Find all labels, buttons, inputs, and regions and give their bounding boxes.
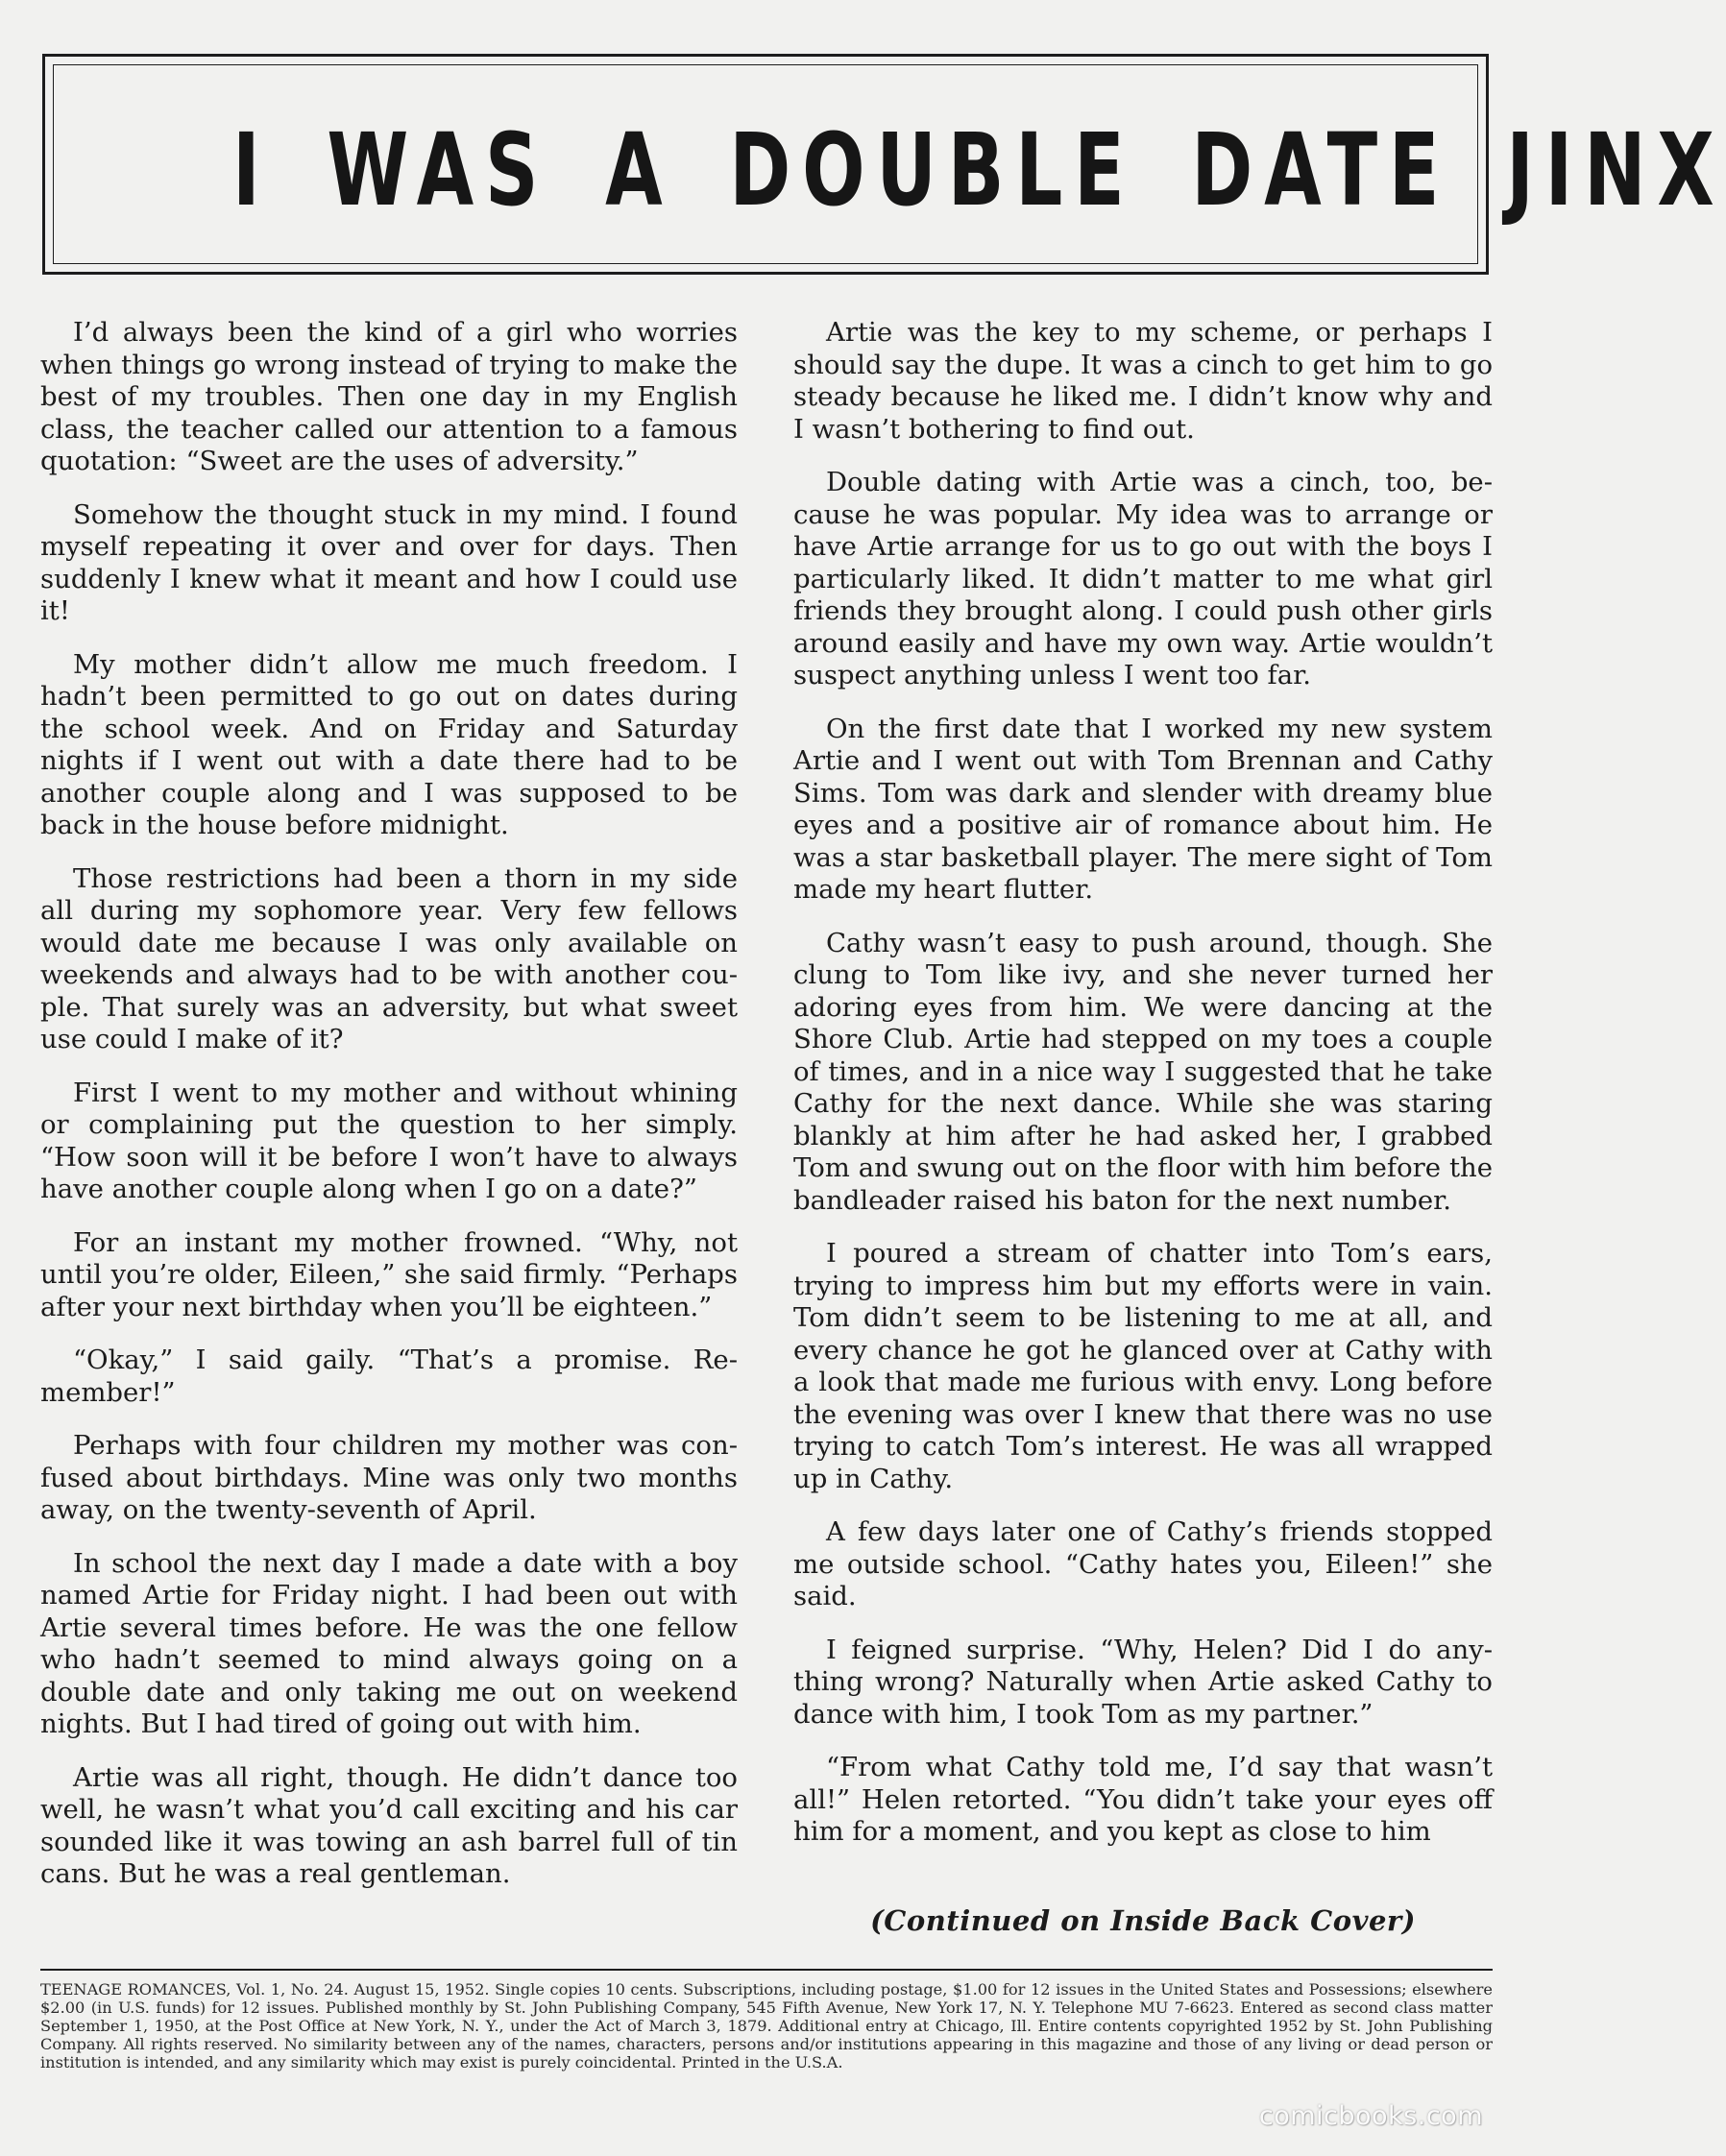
footer-divider [40, 1969, 1493, 1971]
site-watermark: comicbooks.com [1258, 2101, 1483, 2131]
title-frame [42, 54, 1726, 275]
story-title: I WAS A DOUBLE DATE JINX [232, 111, 1726, 229]
paragraph: Double dating with Artie was a cinch, too, because he was popular. My idea was to arrange or have Artie arrange for us to go out with the boys I particularly liked. It didn’t matter to me what girl friends they brought along. I could push other girls around easily and have my own way. Artie wouldn’t suspect anything unless I went too far. [793, 467, 1493, 690]
paragraph: On the first date that I worked my new system Artie and I went out with Tom Brennan and Cathy Sims. Tom was dark and slender with dreamy blue eyes and a positive air of romance about him. He was a star basketball player. The mere sight of Tom made my heart flutter. [793, 713, 1493, 905]
paragraph: Those restrictions had been a thorn in my side all during my sophomore year. Very few fellows would date me because I was only available on weekends and always had to be with another couple. That surely was an adversity, but what sweet use could I make of it? [40, 862, 738, 1054]
paragraph: A few days later one of Cathy’s friends stopped me outside school. “Cathy hates you, Eileen!” she said. [793, 1516, 1493, 1611]
continued-note: (Continued on Inside Back Cover) [870, 1904, 1416, 1937]
publication-indicia: TEENAGE ROMANCES, Vol. 1, No. 24. August 15, 1952. Single copies 10 cents. Subscriptions, including postage, $1.00 for 12 issues in the United States and Possessions; elsewhere $2.00 (in U.S. funds) for 12 issues. Published monthly by St. John Publishing Company, 545 Fifth Avenue, New York 17, N. Y. Telephone MU 7-6623. Entered as second class matter September 1, 1950, at the Post Office at New York, N. Y., under the Act of March 3, 1879. Additional entry at Chicago, Ill. Entire contents copyrighted 1952 by St. John Publishing Company. All rights reserved. No similarity between any of the names, characters, persons and/or institutions appearing in this magazine and those of any living or dead person or institution is intended, and any similarity which may exist is purely coincidental. Printed in the U.S.A. [40, 1980, 1493, 2071]
right-column [793, 317, 1493, 1950]
paragraph: I poured a stream of chatter into Tom’s ears, trying to impress him but my efforts were in vain. Tom didn’t seem to be listening to me at all, and every chance he got he glanced over at Cathy with a look that made me furious with envy. Long before the evening was over I knew that there was no use trying to catch Tom’s interest. He was all wrapped up in Cathy. [793, 1238, 1493, 1494]
paragraph: For an instant my mother frowned. “Why, not until you’re older, Eileen,” she said firmly. “Perhaps after your next birthday when you’ll be eighteen.” [40, 1226, 738, 1322]
paragraph: Somehow the thought stuck in my mind. I found myself repeating it over and over for days. Then suddenly I knew what it meant and how I could use it! [40, 498, 738, 626]
paragraph: Cathy wasn’t easy to push around, though. She clung to Tom like ivy, and she never turned her adoring eyes from him. We were dancing at the Shore Club. Artie had stepped on my toes a couple of times, and in a nice way I suggested that he take Cathy for the next dance. While she was staring blankly at him after he had asked her, I grabbed Tom and swung out on the floor with him before the bandleader raised his baton for the next number. [793, 927, 1493, 1216]
paragraph: I feigned surprise. “Why, Helen? Did I do anything wrong? Naturally when Artie asked Cathy to dance with him, I took Tom as my partner.” [793, 1634, 1493, 1730]
paragraph: Artie was all right, though. He didn’t dance too well, he wasn’t what you’d call exciting and his car sounded like it was towing an ash barrel full of tin cans. But he was a real gentleman. [40, 1761, 738, 1889]
paragraph: I’d always been the kind of a girl who worries when things go wrong instead of trying to make the best of my troubles. Then one day in my English class, the teacher called our attention to a famous quotation: “Sweet are the uses of adversity.” [40, 317, 738, 476]
paragraph: “Okay,” I said gaily. “That’s a promise. Remember!” [40, 1344, 738, 1408]
paragraph: First I went to my mother and without whining or complaining put the question to her simply. “How soon will it be before I won’t have to always have another couple along when I go on a date?” [40, 1077, 738, 1204]
paragraph: In school the next day I made a date with a boy named Artie for Friday night. I had been out with Artie several times before. He was the one fellow who hadn’t seemed to mind always going on a double date and only taking me out on weekend nights. But I had tired of going out with him. [40, 1547, 738, 1739]
paragraph: Artie was the key to my scheme, or perhaps I should say the dupe. It was a cinch to get him to go steady because he liked me. I didn’t know why and I wasn’t bothering to find out. [793, 317, 1493, 445]
paragraph: My mother didn’t allow me much freedom. I hadn’t been permitted to go out on dates during the school week. And on Friday and Saturday nights if I went out with a date there had to be another couple along and I was supposed to be back in the house before midnight. [40, 648, 738, 840]
paragraph: “From what Cathy told me, I’d say that wasn’t all!” Helen retorted. “You didn’t take your eyes off him for a moment, and you kept as close to him [793, 1752, 1493, 1847]
left-column [40, 317, 738, 1950]
paragraph: Perhaps with four children my mother was confused about birthdays. Mine was only two months away, on the twenty-seventh of April. [40, 1430, 738, 1525]
